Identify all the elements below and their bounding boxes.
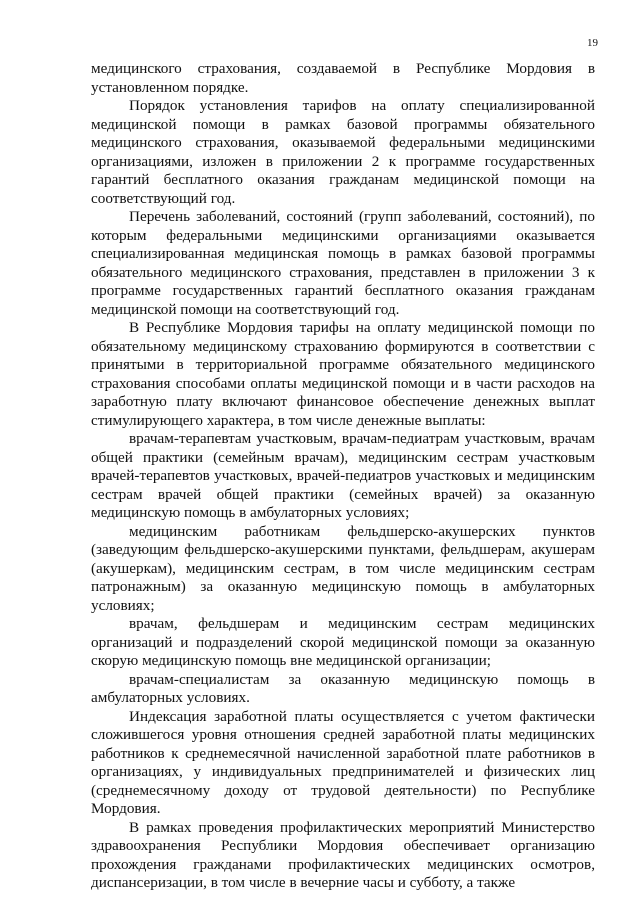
- paragraph-tariffs-formation: В Республике Мордовия тарифы на оплату медицинской помощи по обязательному медицинскому страхованию формируются в соответствии с принятыми в территориальной программе обязательного медицинского страхования способами оплаты медицинской помощи и в части расходов на заработную плату включают финансовое обеспечение денежных выплат стимулирующего характера, в том числе денежные выплаты:: [91, 319, 595, 429]
- page-number: 19: [587, 37, 598, 49]
- paragraph-preventive-measures: В рамках проведения профилактических мероприятий Министерство здравоохранения Республики Мордовия обеспечивает организацию прохождения гражданами профилактических медицинских осмотров, диспансеризации, в том числе в вечерние часы и субботу, а также: [91, 818, 595, 891]
- list-item-ambulance: врачам, фельдшерам и медицинским сестрам медицинских организаций и подразделений скорой медицинской помощи за оказанную скорую медицинскую помощь вне медицинской организации;: [91, 615, 595, 669]
- list-item-feldsher-stations: медицинским работникам фельдшерско-акушерских пунктов (заведующим фельдшерско-акушерскими пунктами, фельдшерам, акушерам (акушеркам), медицинским сестрам, в том числе медицинским сестрам патронажным) за оказанную медицинскую помощь в амбулаторных условиях;: [91, 522, 595, 614]
- list-item-specialists: врачам-специалистам за оказанную медицинскую помощь в амбулаторных условиях.: [91, 670, 595, 706]
- paragraph-salary-indexation: Индексация заработной платы осуществляется с учетом фактически сложившегося уровня отношения средней заработной платы медицинских работников к среднемесячной начисленной заработной плате работников в организациях, у индивидуальных предпринимателей и физических лиц (среднемесячному доходу от трудовой деятельности) по Республике Мордовия.: [91, 707, 595, 817]
- paragraph-continuation: медицинского страхования, создаваемой в Республике Мордовия в установленном порядке.: [91, 60, 595, 96]
- body-text: [91, 60, 595, 893]
- paragraph-disease-list: Перечень заболеваний, состояний (групп заболеваний, состояний), по которым федеральными медицинскими организациями оказывается специализированная медицинская помощь в рамках базовой программы обязательного медицинского страхования, представлен в приложении 3 к программе государственных гарантий бесплатного оказания гражданам медицинской помощи на соответствующий год.: [91, 208, 595, 318]
- paragraph-tariff-procedure: Порядок установления тарифов на оплату специализированной медицинской помощи в рамках базовой программы обязательного медицинского страхования, оказываемой федеральными медицинскими организациями, изложен в приложении 2 к программе государственных гарантий бесплатного оказания гражданам медицинской помощи на соответствующий год.: [91, 97, 595, 207]
- list-item-district-doctors: врачам-терапевтам участковым, врачам-педиатрам участковым, врачам общей практики (семейным врачам), медицинским сестрам участковым врачей-терапевтов участковых, врачей-педиатров участковых и медицинским сестрам врачей общей практики (семейных врачей) за оказанную медицинскую помощь в амбулаторных условиях;: [91, 430, 595, 521]
